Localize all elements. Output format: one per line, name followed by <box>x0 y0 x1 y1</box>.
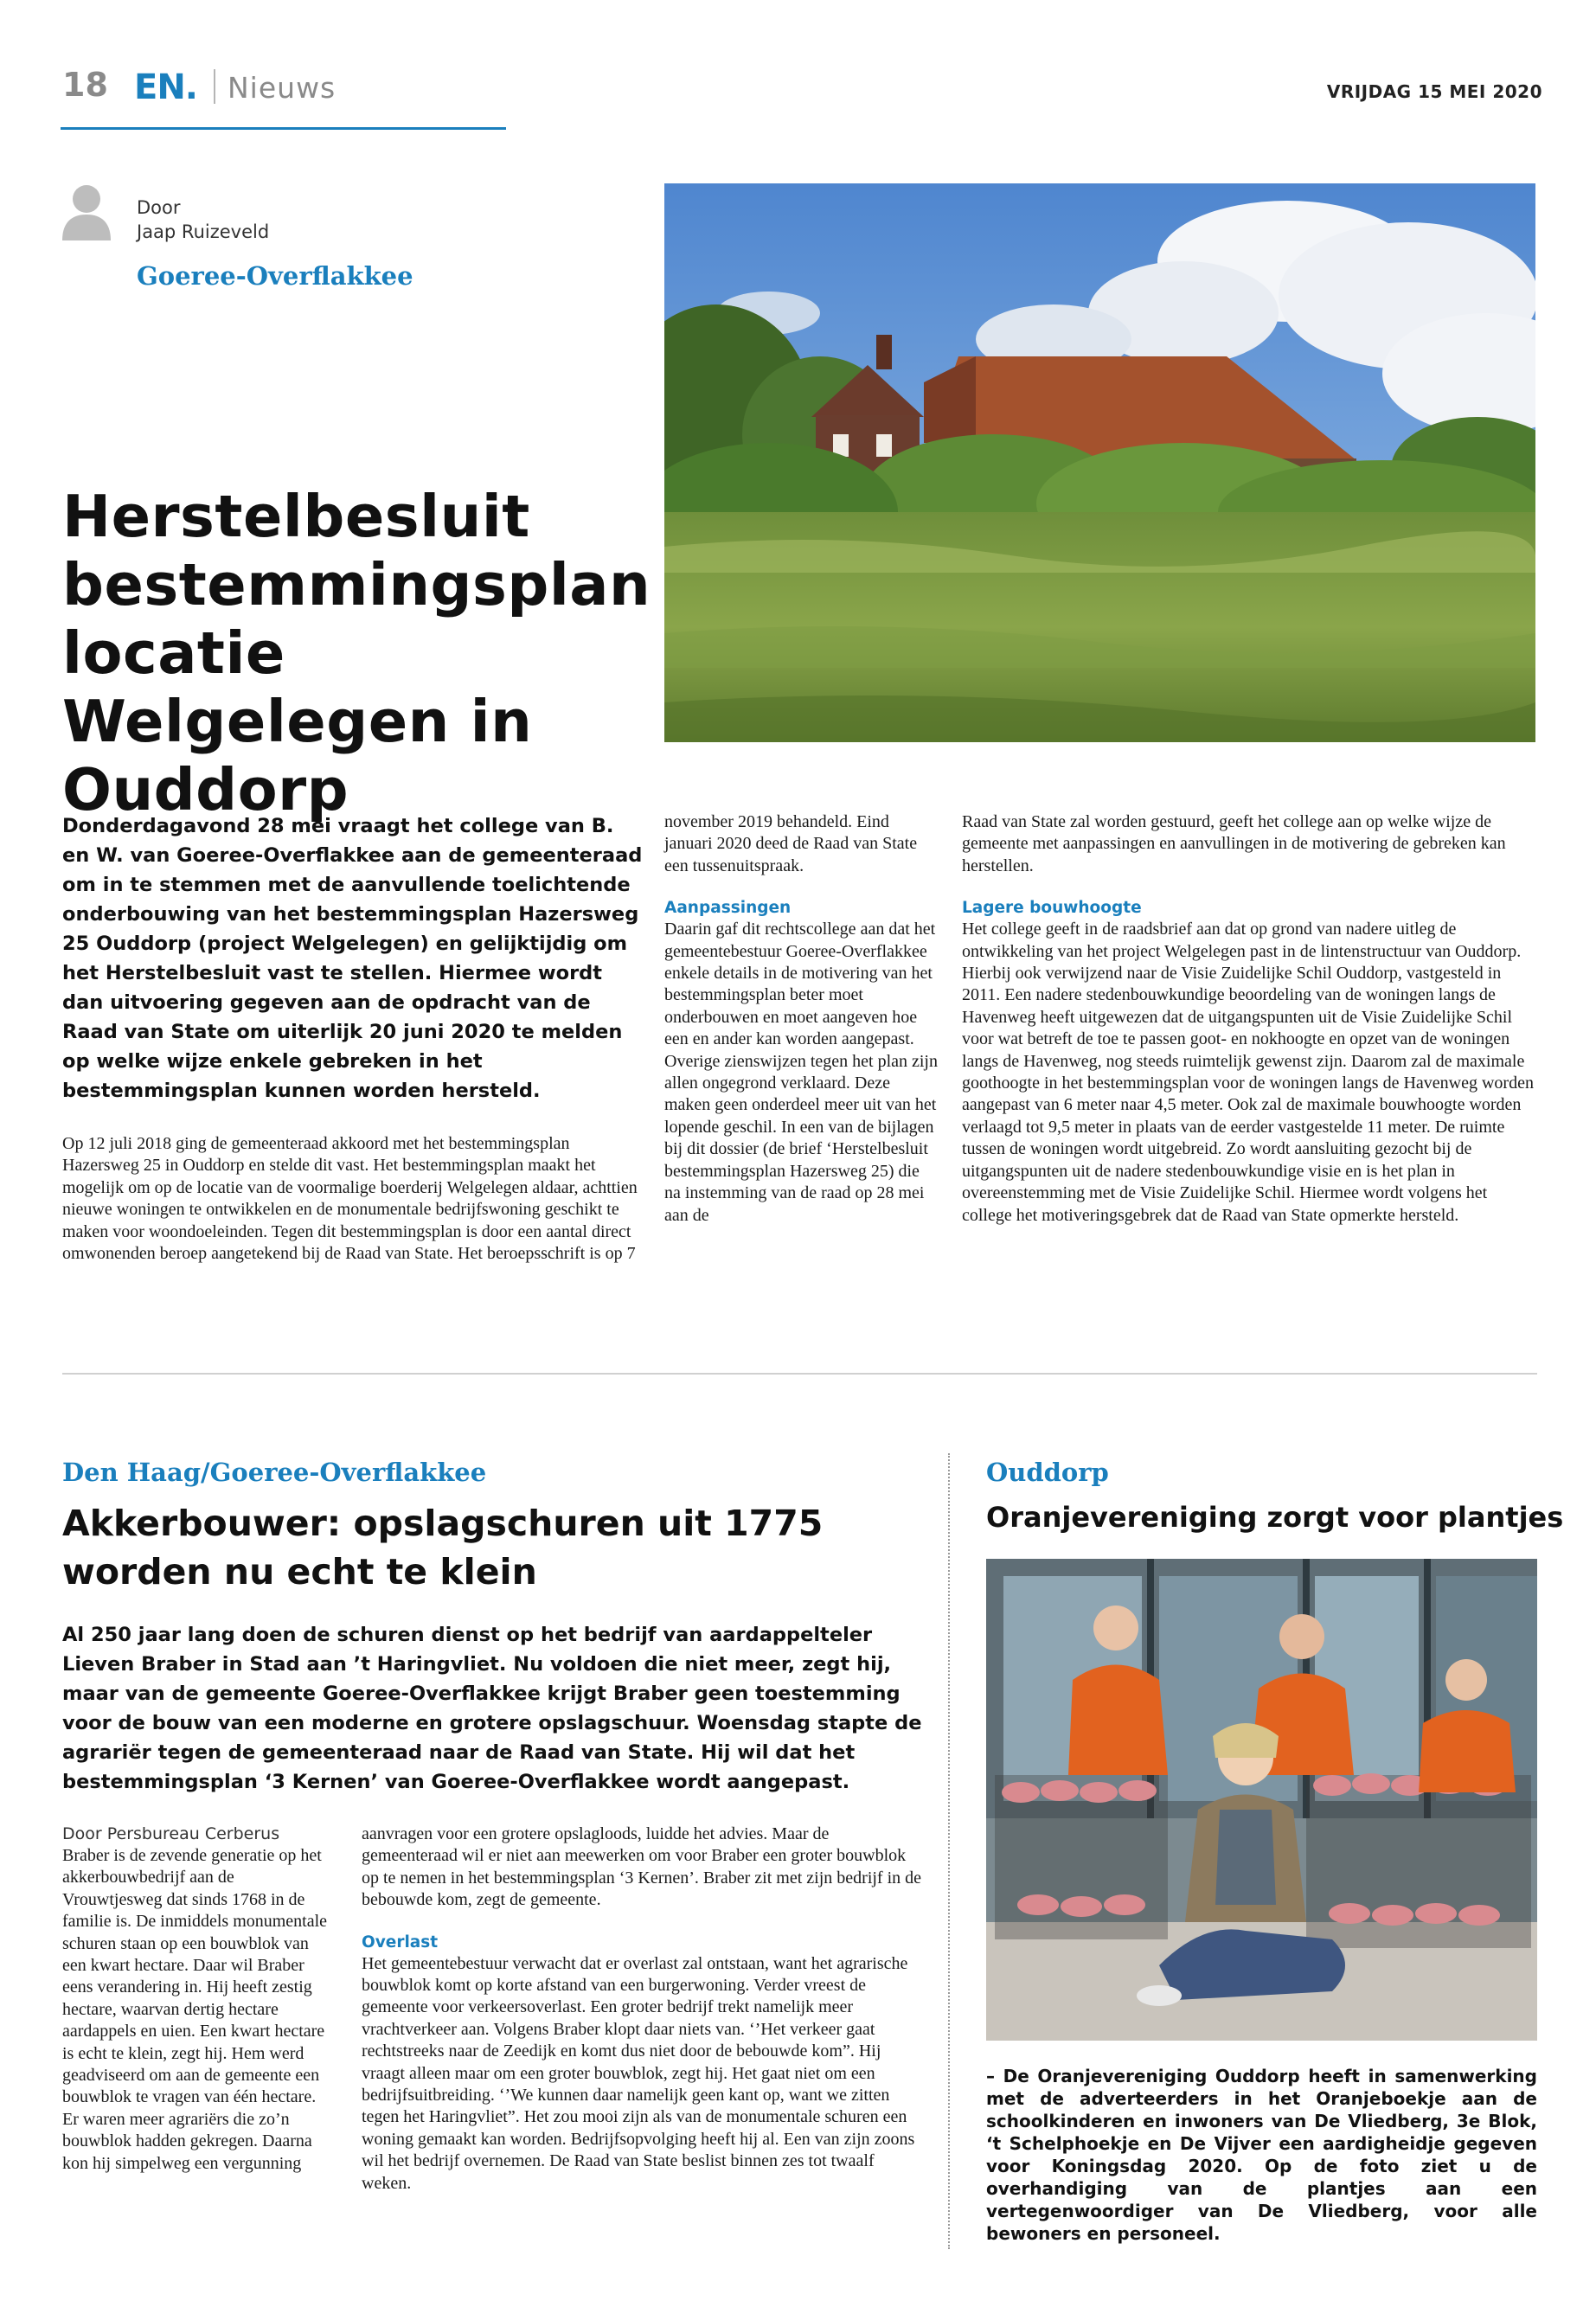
column-divider <box>948 1453 950 2249</box>
header-divider <box>214 69 215 104</box>
article2-column2 <box>362 1823 927 2195</box>
article3-caption: – De Oranjevereniging Ouddorp heeft in samenwerking met de adverteerders in het Oranjeboekje aan de schoolkinderen en inwoners van De Vliedberg, 3e Blok, ‘t Schelphoekje en De Vijver een aardigheidje gegeven voor Koningsdag 2020. Op de foto ziet u de overhandiging van de plantjes aan een vertegenwoordiger van De Vliedberg, voor alle bewoners en personeel. <box>986 2066 1537 2244</box>
photo-landscape-icon <box>664 183 1535 742</box>
article1-subhead-aanpassingen: Aanpassingen <box>664 899 792 918</box>
article2-byline: Door Persbureau Cerberus <box>62 1824 280 1843</box>
article1-col1-paragraph: Op 12 juli 2018 ging de gemeenteraad akkoord met het bestemmingsplan Hazersweg 25 in Ouddorp en stelde dit vast. Het bestemmingsplan maakt het mogelijk om op de locatie van de voormalige boerderij Welgelegen aldaar, achttien nieuwe woningen te ontwikkelen en de monumentale bedrijfswoning geschikt te maken voor woondoeleinden. Tegen dit bestemmingsplan is door een aantal direct omwonenden beroep aangetekend bij de Raad van State. Het beroepsschrift is op 7 <box>62 1134 638 1264</box>
article1-headline: Herstelbesluit bestemmingsplan locatie Welgelegen in Ouddorp <box>62 483 651 824</box>
article1-location: Goeree-Overflakkee <box>137 261 413 291</box>
article2-col2-paragraph: Het gemeentebestuur verwacht dat er overlast zal ontstaan, want het agrarische bouwblok komt op korte afstand van een burgerwoning. Verder vreest de gemeente voor verkeersoverlast. Een groter bedrijf trekt namelijk meer vrachtverkeer aan. Volgens Braber klopt daar niets van. ‘’Het verkeer gaat rechtstreeks naar de Zeedijk en komt dus niet door de bebouwde kom”. Hij vraagt alleen maar om een groter bouwblok, zegt hij. Het gaat niet om een bedrijfsuitbreiding. ‘’We kunnen daar namelijk geen kant op, want we zitten tegen het Haringvliet”. Het zou mooi zijn als van de monumentale schuren een woning gemaakt kan worden. Bedrijfsopvolging heeft hij al. Een van zijn zoons wil het bedrijf overnemen. De Raad van State beslist binnen zes tot twaalf weken. <box>362 1953 915 2193</box>
article3-location: Ouddorp <box>986 1458 1109 1487</box>
article2-subhead-overlast: Overlast <box>362 1932 439 1952</box>
volunteers-with-plants-photo <box>986 1559 1537 2041</box>
newspaper-logo: EN. <box>134 67 197 107</box>
article2-intro: Al 250 jaar lang doen de schuren dienst op het bedrijf van aardappelteler Lieven Braber in Stad aan ’t Haringvliet. Nu voldoen die niet meer, zegt hij, maar van de gemeente Goeree-Overflakkee krijgt Braber geen toestemming voor de bouw van een moderne en grotere opslagschuur. Woensdag stapte de agrariër tegen de gemeenteraad naar de Raad van State. Hij wil dat het bestemmingsplan ‘3 Kernen’ van Goeree-Overflakkee wordt aangepast. <box>62 1624 922 1793</box>
article1-col3-paragraph-top: Raad van State zal worden gestuurd, geeft het college aan op welke wijze de gemeente met aanpassingen en aanvullingen in de motivering de gebreken kan herstellen. <box>962 812 1506 875</box>
article2-column1 <box>62 1823 330 2175</box>
article3-headline: Oranjevereniging zorgt voor plantjes <box>986 1501 1564 1534</box>
header-rule <box>61 127 506 130</box>
author-avatar-icon <box>61 182 112 240</box>
article1-col3-paragraph: Het college geeft in de raadsbrief aan dat op grond van nadere uitleg de ontwikkeling van het project Welgelegen past in de lintenstructuur van Ouddorp. Hierbij ook verwijzend naar de Visie Zuidelijke Schil Ouddorp, vastgesteld in 2011. Een nadere stedenbouwkundige beoordeling van de woningen langs de Havenweg heeft uitgewezen dat de uitgangspunten uit de Visie Zuidelijke Schil voor wat betreft de toe te passen goot- en nokhoogte en opzet van de woningen langs de Havenweg, nog steeds ruimtelijk gewenst zijn. Daarom zal de maximale goothoogte in het bestemmingsplan voor de woningen langs de Havenweg worden aangepast van 6 meter naar 4,5 meter. Ook zal de maximale bouwhoogte worden verlaagd tot 9,5 meter in plaats van de eerder vastgestelde 11 meter. De ruimte tussen de woningen wordt uitgebreid. Zo wordt aansluiting gezocht bij de uitgangspunten uit de nadere stedenbouwkundige visie en is het plan in overeenstemming met de Visie Zuidelijke Schil. Hiermee wordt volgens het college het motiveringsgebrek dat de Raad van State opmerkte hersteld. <box>962 920 1534 1225</box>
article1-column1 <box>62 1133 644 1265</box>
article1-col2-paragraph-top: november 2019 behandeld. Eind januari 2020 deed de Raad van State een tussenuitspraak. <box>664 812 918 875</box>
article1-subhead-lagere-bouwhoogte: Lagere bouwhoogte <box>962 899 1142 918</box>
article2-location: Den Haag/Goeree-Overflakkee <box>62 1458 487 1487</box>
article2-col2-paragraph-top: aanvragen voor een grotere opslagloods, luidde het advies. Maar de gemeenteraad wil er niet aan meewerken om voor Braber een groter bouwblok op te nemen in het bestemmingsplan ‘3 Kernen’. Braber zit met zijn bedrijf in de bebouwde kom, zegt de gemeente. <box>362 1824 922 1910</box>
page-number: 18 <box>62 66 108 104</box>
photo-people-icon <box>986 1559 1537 2041</box>
article1-column2 <box>664 811 938 1227</box>
article1-col2-paragraph: Daarin gaf dit rechtscollege aan dat het gemeentebestuur Goeree-Overflakkee enkele details in de motivering van het bestemmingsplan beter moet onderbouwen en moet aangeven hoe een en ander kan worden aangepast. Overige zienswijzen tegen het plan zijn allen ongegrond verklaard. Deze maken geen onderdeel meer uit van het lopende geschil. In een van de bijlagen bij dit dossier (de brief ‘Herstelbesluit bestemmingsplan Hazersweg 25) die na instemming van de raad op 28 mei aan de <box>664 920 938 1225</box>
article1-byline <box>137 195 269 244</box>
article1-intro: Donderdagavond 28 mei vraagt het college van B. en W. van Goeree-Overflakkee aan de gemeenteraad om in te stemmen met de aanvullende toelichtende onderbouwing van het bestemmingsplan Hazersweg 25 Ouddorp (project Welgelegen) en gelijktijdig om het Herstelbesluit vast te stellen. Hiermee wordt dan uitvoering gegeven aan de opdracht van de Raad van State om uiterlijk 20 juni 2020 te melden op welke wijze enkele gebreken in het bestemmingsplan kunnen worden hersteld. <box>62 815 643 1102</box>
byline-prefix: Door <box>137 197 181 218</box>
section-divider <box>62 1373 1537 1375</box>
issue-date: VRIJDAG 15 MEI 2020 <box>1326 81 1542 102</box>
farmhouse-field-photo <box>664 183 1535 742</box>
article1-column3 <box>962 811 1537 1227</box>
article2-col1-paragraph: Braber is de zevende generatie op het akkerbouwbedrijf aan de Vrouwtjesweg dat sinds 1768 in de familie is. De inmiddels monumentale schuren staan op een bouwblok van een kwart hectare. Daar wil Braber eens verandering in. Hij heeft zestig hectare, waarvan dertig hectare aardappels en uien. Een kwart hectare is echt te klein, zegt hij. Hem werd geadviseerd om aan de gemeente een bouwblok te vragen van één hectare. Er waren meer agrariërs die zo’n bouwblok hadden gekregen. Daarna kon hij simpelweg een vergunning <box>62 1846 328 2173</box>
article2-headline: Akkerbouwer: opslagschuren uit 1775 worden nu echt te klein <box>62 1503 824 1593</box>
byline-author: Jaap Ruizeveld <box>137 221 270 242</box>
section-name: Nieuws <box>228 71 337 105</box>
